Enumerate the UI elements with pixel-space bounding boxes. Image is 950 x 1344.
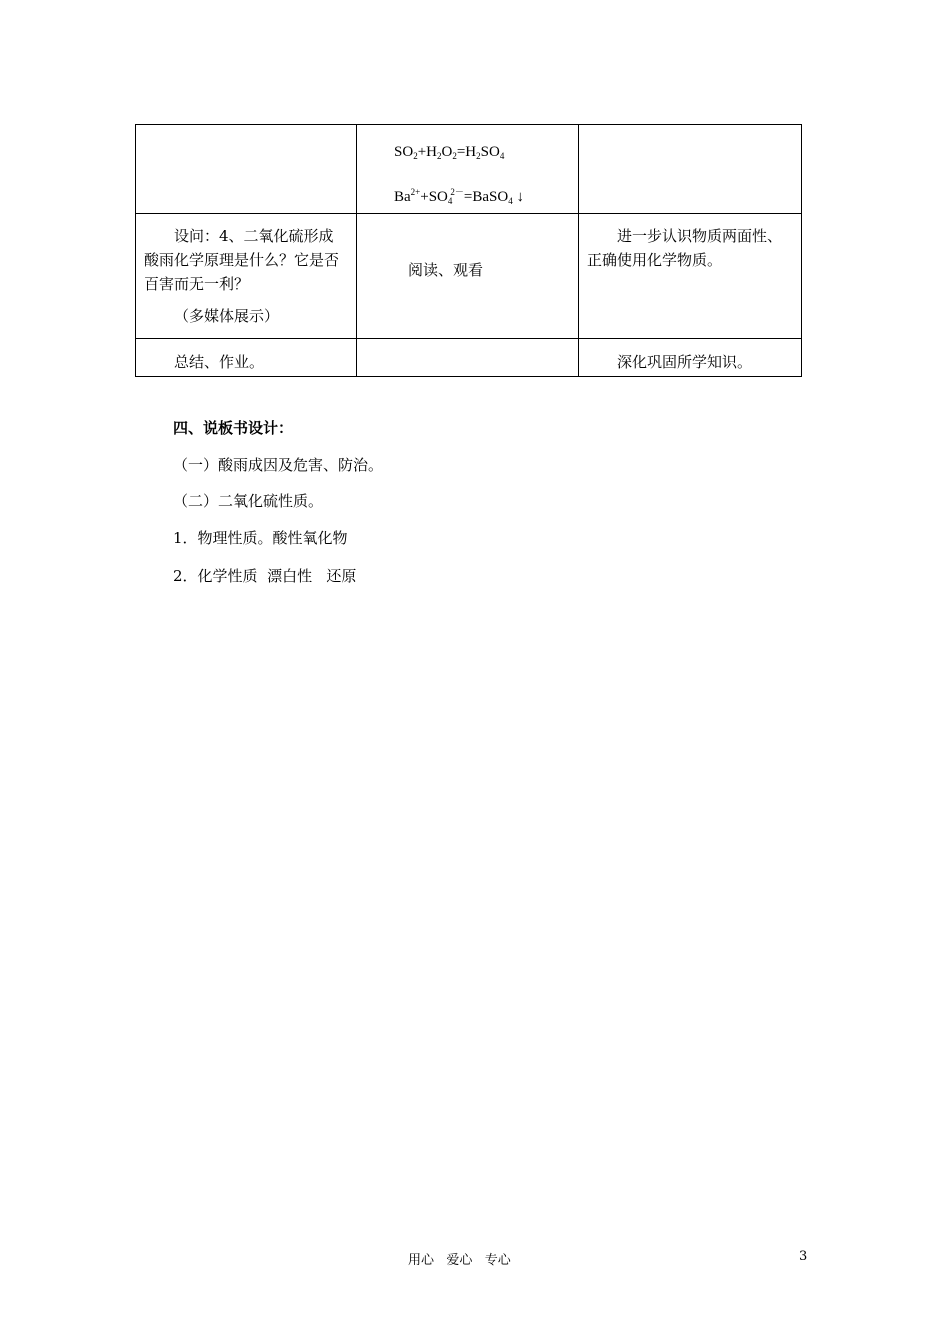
table-cell bbox=[136, 339, 357, 377]
page-number: 3 bbox=[799, 1249, 808, 1264]
table-cell bbox=[136, 214, 357, 339]
activity-text: 阅读、观看 bbox=[408, 261, 484, 279]
table-cell bbox=[357, 339, 579, 377]
table-cell bbox=[357, 214, 579, 339]
table-cell bbox=[579, 339, 802, 377]
lesson-table bbox=[135, 124, 802, 377]
table-cell bbox=[136, 125, 357, 214]
table-row bbox=[136, 214, 802, 339]
board-heading: 四、说板书设计： bbox=[173, 419, 294, 437]
board-line: 1．物理性质。酸性氧化物 bbox=[173, 529, 348, 547]
table-row bbox=[136, 339, 802, 377]
summary-text: 总结、作业。 bbox=[174, 353, 265, 371]
board-line: （二）二氧化硫性质。 bbox=[173, 492, 324, 510]
board-line: 2．化学性质 漂白性 还原 bbox=[173, 567, 357, 585]
question-text: 设问：4、二氧化硫形成酸雨化学原理是什么？它是否百害而无一利？ bbox=[144, 227, 340, 293]
consolidate-text: 深化巩固所学知识。 bbox=[617, 353, 753, 371]
footer-motto: 用心 爱心 专心 bbox=[408, 1253, 511, 1268]
table-cell bbox=[579, 214, 802, 339]
board-line: （一）酸雨成因及危害、防治。 bbox=[173, 456, 384, 474]
equation-so2-h2o2: $SO_2+H_2O_2=H_2SO_4$ bbox=[394, 144, 505, 161]
multimedia-note: （多媒体展示） bbox=[174, 307, 280, 325]
table-row bbox=[136, 125, 802, 214]
equation-baso4: $Ba^{2+}+SO_4^{2-}=BaSO_4$ ↓ bbox=[394, 187, 524, 206]
table-cell bbox=[357, 125, 579, 214]
purpose-text: 进一步认识物质两面性、正确使用化学物质。 bbox=[587, 227, 783, 269]
table-cell bbox=[579, 125, 802, 214]
